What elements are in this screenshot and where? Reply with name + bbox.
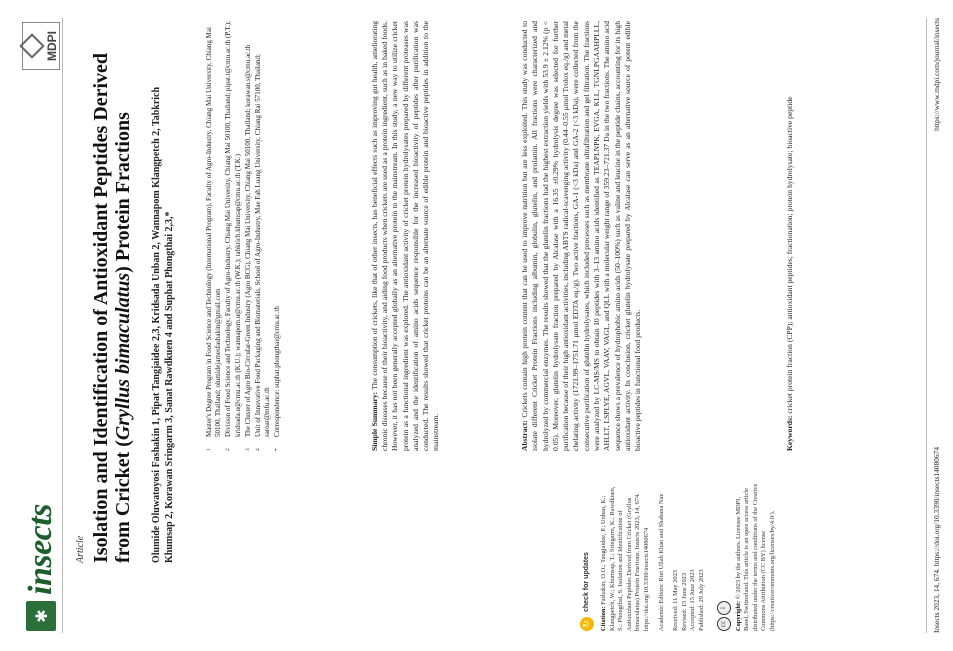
summary-label: Simple Summary: xyxy=(370,391,379,451)
check-for-updates[interactable] xyxy=(580,481,594,631)
affiliation-3: 3 The Cluster of Agro Bio-Circular-Green Industry (Agro BCG), Chiang Mai University, Chiang Mai 50100, Thailand; korawan.s@cmu.ac.th xyxy=(243,44,252,451)
simple-summary xyxy=(370,21,441,451)
academic-editors: Academic Editors: Rizt Ullah Khan and Shabana Naz xyxy=(657,493,665,631)
title-species: Gryllus bimaculatus xyxy=(112,272,134,441)
author-list: Olumide Oluwatoyosi Fashakin 1, Pipat Tangjaidee 2,3, Kridsada Unban 2, Wannapom Klangpetch 2, Tabkrich Khumsap 2, Korawan Sringarm 3, Sanat Rawdkuen 4 and Suphat Phongthai 2,3,* xyxy=(151,86,175,563)
publisher-logo[interactable] xyxy=(22,22,60,70)
cc-icon: cc xyxy=(717,617,731,631)
keywords-label: Keywords: xyxy=(785,415,794,451)
abstract-text: Crickets contain high protein content that can be used to improve nutrition but are less exploited. This study was conducted to isolate different Cricket Protein Fractions including albumin, globulin, glutelin, and prolamin. All fractions were characterized and hydrolyzed by commercial enzymes. The results showed that the glutelin fractions had the highest extraction yields with 53.9 ± 2.12% (p < 0.05). Moreover, glutelin hydrolysate fraction prepared by Alcalase with a 16.35 ±0.29% hydrolysis degree was selected for further purification because of their high antioxidant activities, including ABTS radical-scavenging activity (0.44–0.55 µmol Trolox eq./g) and metal chelating activity (1721.99–1751.71 µmol EDTA eq./g). Two active fractions, GA-1 (<3 kDa) and GA-2 (<3 kDa), were collected from the consecutive purification of glutelin hydrolysates, which included processes such as membrane ultrafiltration and gel filtration. The fractions were analyzed by LC-MS/MS to obtain 10 peptides with 3–13 amino acids identified as TEAPLNPK, EVGA, KLL, TGNLPGAAHPLLL, AHLLT, LSPLYE, AGVL, VAAV, VAGL, and QLL with a molecular weight range of 359.23–721.37 Da in the two fractions. The amino acid sequence shows a prevalence of hydrophobic amino acids (50–100%) such as valine and leucine in the peptide chains, accounting for its high antioxidant activity. In conclusion, cricket glutelin hydrolysate prepared by Alcalase can serve as an alternative source of potent edible bioactive peptides in functional food products. xyxy=(520,21,643,451)
abstract xyxy=(520,21,644,451)
mdpi-diamond-icon xyxy=(19,33,44,58)
affiliation-4: 4 Unit of Innovative Food Packaging and Biomaterials, School of Agro-Industry, Mae Fah Luang University, Chiang Rai 57100, Thailand; saroat@mfu.ac.th xyxy=(254,54,272,451)
title-part-1: Isolation and Identification of Antioxidant Peptides Derived from Cricket ( xyxy=(90,52,134,563)
correspondence: * Correspondence: suphat.phongthai@cmu.ac.th xyxy=(273,306,282,451)
sidebar xyxy=(580,481,778,631)
affiliation-1: 1 Master's Degree Program in Food Science and Technology (International Program), Faculty of Agro-Industry, Chiang Mai University, Chiang Mai 50100, Thailand; olumidejamesfashakin@gmail.com xyxy=(205,27,223,451)
title-part-3: ) Protein Fractions xyxy=(112,112,134,273)
article-title xyxy=(90,43,134,563)
check-updates-label: check for updates xyxy=(583,552,590,612)
copyright-text: © 2023 by the authors. Licensee MDPI, Basel, Switzerland. This article is an open access article distributed under the terms and conditions of the Creative Commons Attribution (CC BY) license (https://creativecommons.org/licenses/by/4.0/). xyxy=(734,483,776,631)
header-divider xyxy=(62,18,63,633)
footer xyxy=(932,18,941,633)
affiliations xyxy=(205,21,284,451)
affiliation-2: 2 Division of Food Science and Technology, Faculty of Agro-Industry, Chiang Mai University, Chiang Mai 50100, Thailand; pipat.t@cmu.ac.th (P.T.); kridsada.u@cmu.ac.th (K.U.); wannapom.u@cmu.ac.th (W.K.); tabkrich.khumsap@cmu.ac.th (T.K.) xyxy=(224,21,242,451)
revised-date: Revised: 15 June 2023 xyxy=(680,572,688,631)
citation: Citation: Fashakin, O.O.; Tangjaidee, P.; Unban, K.; Klangpetch, W.; Khumsap, T.; Sringarm, K.; Rawdkuen, S.; Phongthai, S. Isolation and Identification of Antioxidant Peptides Derived from Cricket (Gryllus bimaculatus) Protein Fractions. Insects 2023, 14, 674. https://doi.org/10.3390/insects14080674 xyxy=(600,486,650,631)
published-date: Published: 29 July 2023 xyxy=(697,569,705,631)
footer-citation[interactable]: Insects 2023, 14, 674. https://doi.org/10.3390/insects14080674 xyxy=(932,446,941,633)
accepted-date: Accepted: 15 June 2023 xyxy=(689,569,697,631)
check-updates-icon: ↻ xyxy=(580,617,594,631)
cricket-icon: ✱ xyxy=(26,601,56,631)
publisher-name: MDPI xyxy=(45,31,59,61)
by-icon: i xyxy=(717,601,731,615)
received-date: Received: 11 May 2023 xyxy=(672,570,680,631)
keywords-text: cricket protein fraction (CPP); antioxidant peptides; fractionation; protein hydrolysate; bioactive peptide xyxy=(785,96,794,414)
footer-divider xyxy=(926,18,927,633)
article-type: Article xyxy=(75,535,86,563)
citation-text[interactable]: Fashakin, O.O.; Tangjaidee, P.; Unban, K.; Klangpetch, W.; Khumsap, T.; Sringarm, K.; Rawdkuen, S.; Phongthai, S. Isolation and Identification of Antioxidant Peptides Derived from Cricket (Gryllus bimaculatus) Protein Fractions. Insects 2023, 14, 674. https://doi.org/10.3390/insects14080674 xyxy=(600,486,650,631)
copyright: Copyright: © 2023 by the authors. Licensee MDPI, Basel, Switzerland. This article is an open access article distributed under the terms and conditions of the Creative Commons Attribution (CC BY) license (https://creativecommons.org/licenses/by/4.0/). xyxy=(734,483,776,631)
keywords xyxy=(785,21,795,451)
footer-url[interactable]: https://www.mdpi.com/journal/insects xyxy=(932,18,941,131)
journal-logo[interactable] xyxy=(22,504,60,631)
journal-name: insects xyxy=(22,504,59,595)
abstract-label: Abstract: xyxy=(520,420,529,451)
cc-license-badge[interactable] xyxy=(717,601,731,631)
summary-text: The consumption of crickets, like that of other insects, has beneficial effects such as improving gut health, ameliorating chronic diseases because of their bioactivity, and aiding food products when crickets are used as a protein ingredient, such as in baked foods. However, it has not been generally accepted globally as an alternative protein to the mainstream. In this study, a new way to utilize cricket protein as a functional ingredient was explored. The antioxidant activity of cricket protein hydrolysates prepared by different proteases was analyzed and the identification of amino acids sequence responsible for the increased bioactivity of peptides after purification was conducted. The results showed that cricket proteins can be an alternate source of edible protein and bioactive peptides in addition to the mainstream. xyxy=(370,21,441,451)
